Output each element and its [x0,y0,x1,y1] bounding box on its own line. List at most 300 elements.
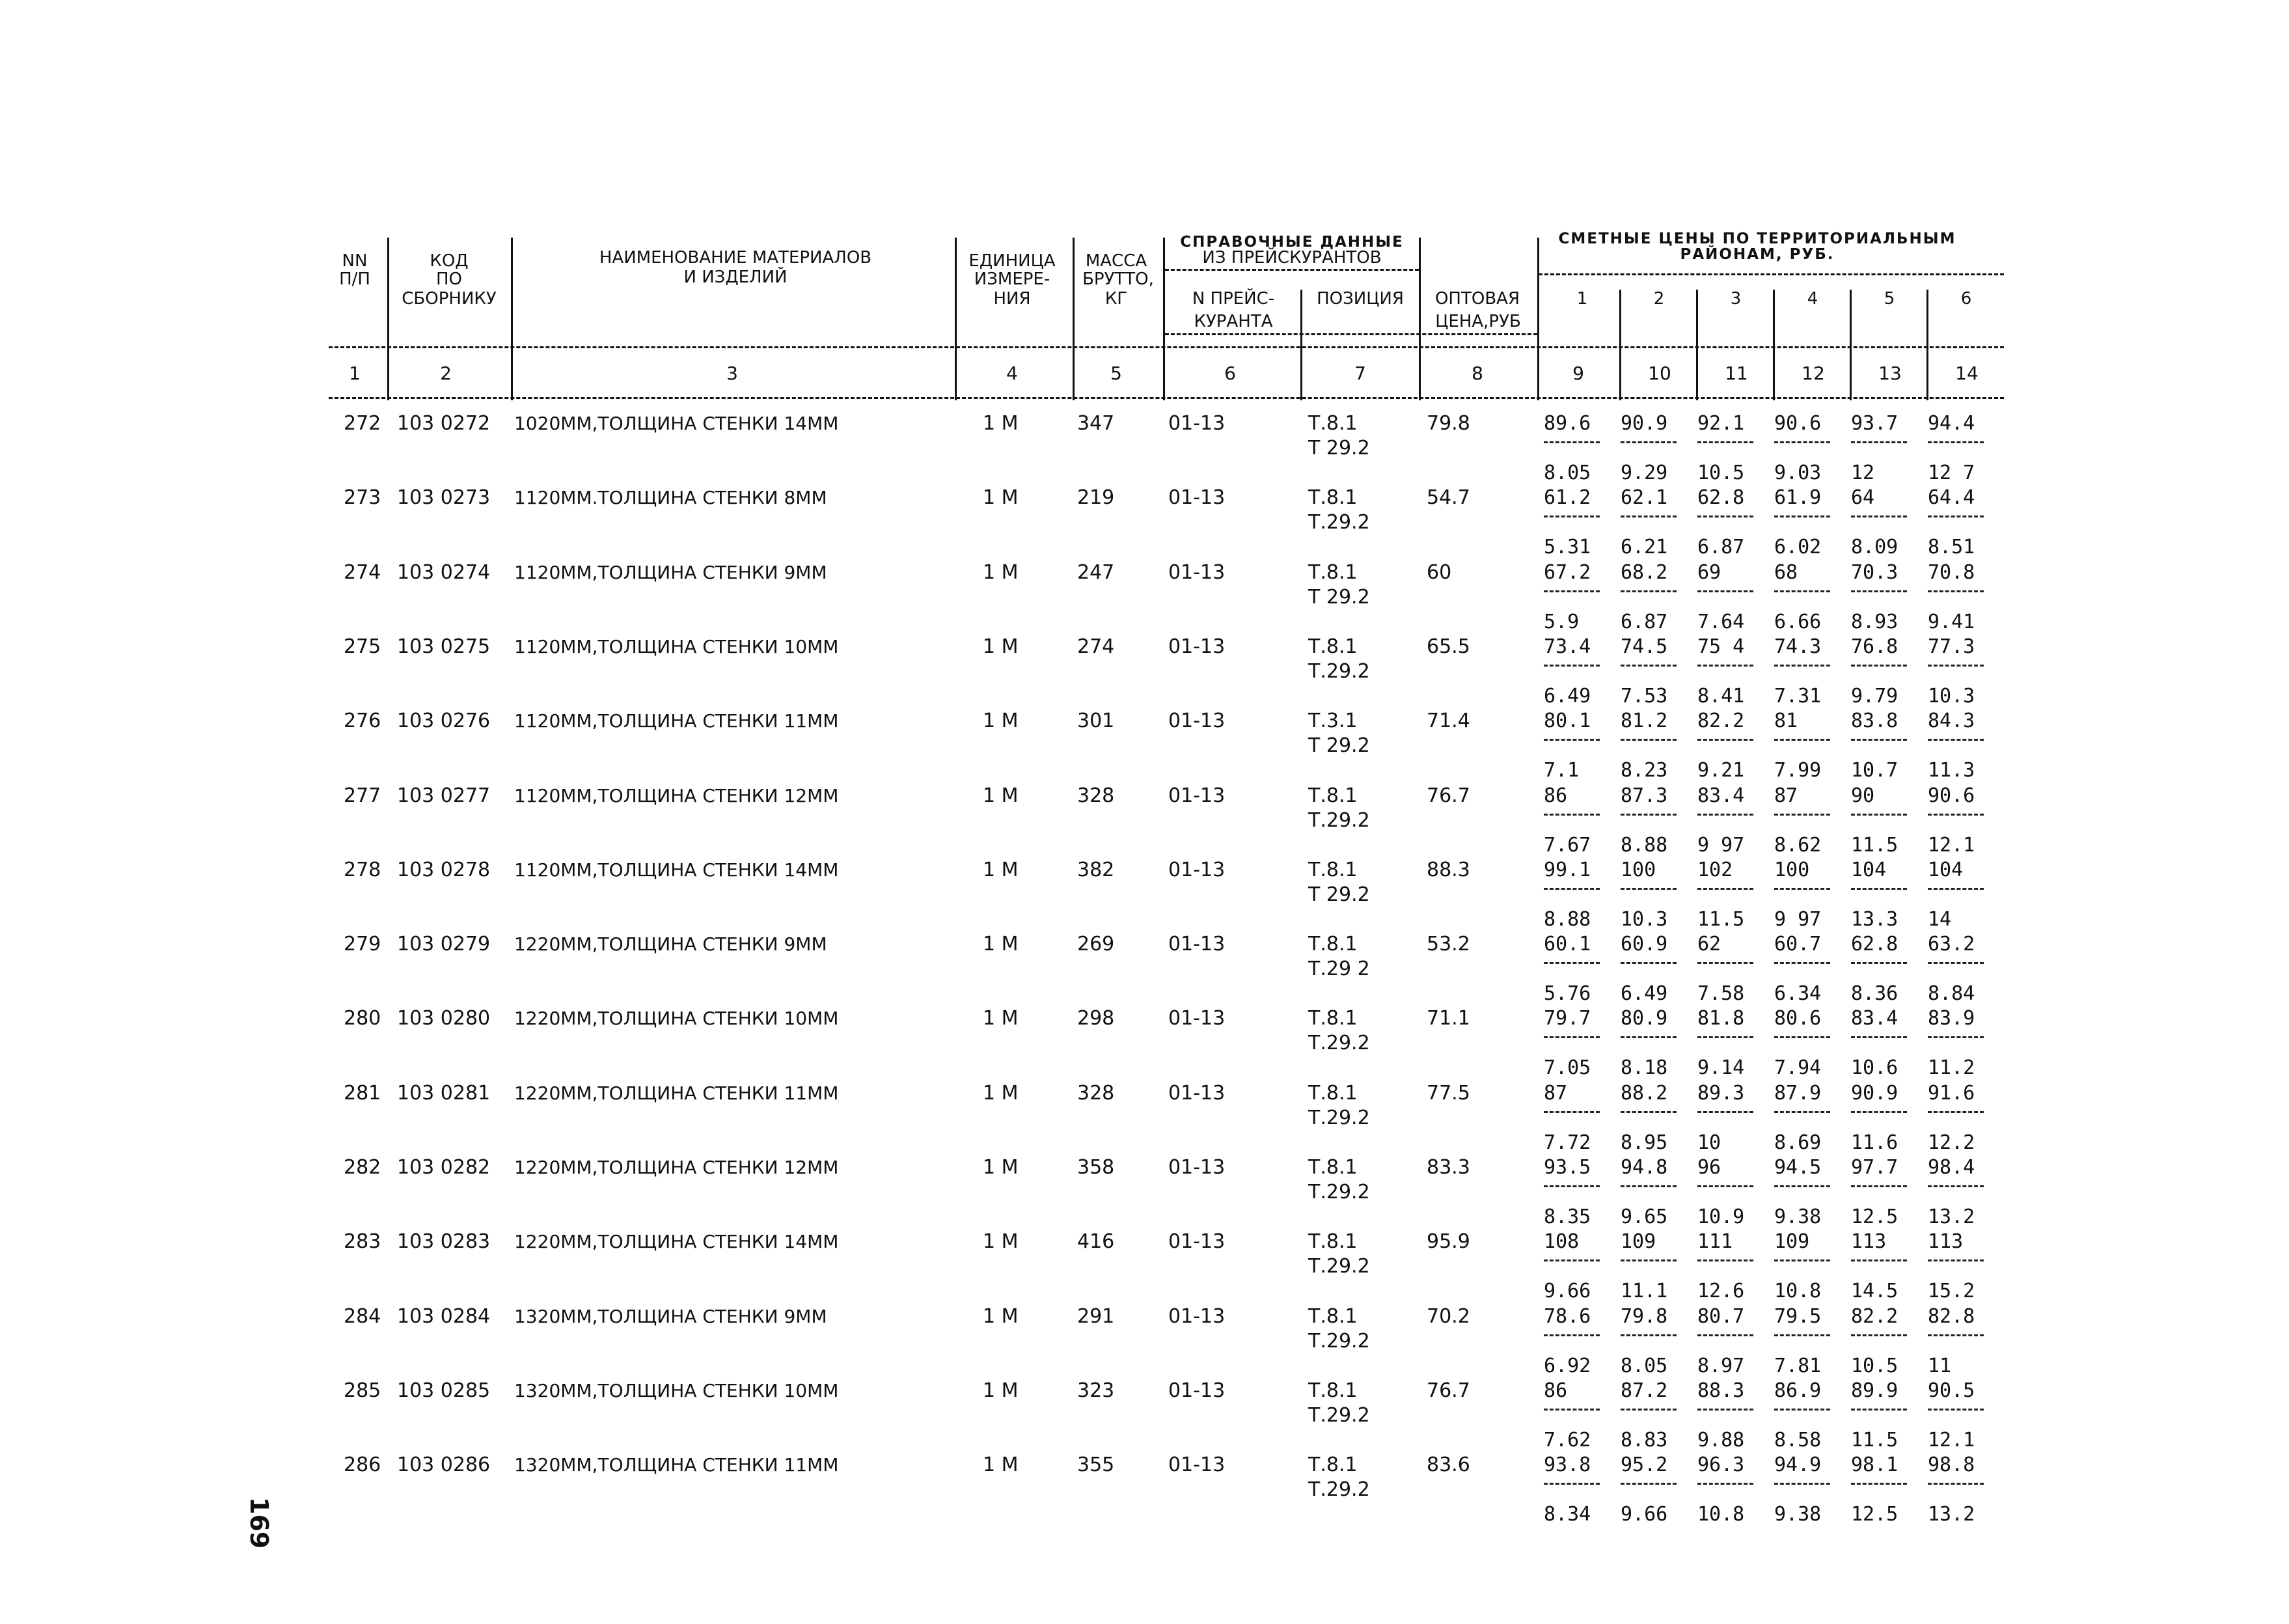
fraction-dash [1774,1483,1830,1485]
estimate-price-bottom: 7.64 [1697,610,1745,633]
fraction-dash [1928,590,1984,592]
estimate-price-top: 88.2 [1621,1081,1668,1105]
row-mass: 382 [1077,858,1115,881]
fraction-dash [1621,739,1677,741]
header-unit-l2: ИЗМЕРЕ- [974,269,1050,289]
estimate-price-bottom: 6.87 [1697,536,1745,559]
estimate-price-bottom: 9.66 [1544,1280,1591,1303]
row-position-1: Т.8.1 [1308,1156,1358,1179]
estimate-price-bottom: 12 [1851,461,1875,484]
estimate-price-top: 94.9 [1774,1453,1822,1477]
estimate-price-top: 99.1 [1544,858,1591,881]
header-price-list-l2: КУРАНТА [1194,312,1273,331]
fraction-dash [1544,1259,1600,1261]
estimate-price-bottom: 11.5 [1851,1428,1898,1452]
fraction-dash [1621,1185,1677,1187]
estimate-price-top: 77.3 [1928,635,1975,658]
fraction-dash [1544,516,1600,517]
col-number: 13 [1878,363,1902,384]
header-region-2: 2 [1653,289,1665,309]
fraction-dash [1774,1334,1830,1336]
estimate-price-bottom: 12.2 [1928,1131,1975,1154]
estimate-price-bottom: 7.58 [1697,982,1745,1006]
row-nn: 272 [344,412,381,435]
row-nn: 278 [344,858,381,881]
estimate-price-top: 62 [1697,933,1721,956]
row-position-1: Т.8.1 [1308,1304,1358,1328]
col-number: 14 [1955,363,1979,384]
col-number: 4 [1006,363,1018,384]
header-name-l2: И ИЗДЕЛИЙ [683,268,788,287]
col-number: 9 [1572,363,1584,384]
page-number: 169 [245,1497,273,1549]
fraction-dash [1544,590,1600,592]
row-name: 1120ММ,ТОЛЩИНА СТЕНКИ 10ММ [514,635,839,657]
fraction-dash [1851,962,1907,964]
estimate-price-bottom: 11.5 [1697,907,1745,931]
header-wholesale-l1: ОПТОВАЯ [1434,289,1520,309]
header-region-3: 3 [1730,289,1742,309]
estimate-price-top: 93.7 [1851,412,1898,435]
row-nn: 273 [344,486,381,510]
header-code-l3: СБОРНИКУ [402,289,497,309]
header-rule [329,346,2004,348]
col-number: 6 [1224,363,1236,384]
row-wholesale: 70.2 [1427,1304,1470,1328]
estimate-price-bottom: 6.49 [1544,684,1591,708]
row-position-2: Т 29.2 [1308,585,1370,609]
estimate-price-top: 62.8 [1697,486,1745,510]
estimate-price-bottom: 8.23 [1621,759,1668,782]
estimate-price-top: 76.8 [1851,635,1898,658]
estimate-price-top: 97.7 [1851,1156,1898,1179]
estimate-price-bottom: 6.49 [1621,982,1668,1006]
estimate-price-top: 80.7 [1697,1304,1745,1328]
header-price-list-l1: N ПРЕЙС- [1192,289,1275,309]
row-name: 1020ММ,ТОЛЩИНА СТЕНКИ 14ММ [514,413,839,434]
estimate-price-top: 94.5 [1774,1156,1822,1179]
fraction-dash [1697,1036,1753,1038]
row-code: 103 0275 [397,635,491,658]
fraction-dash [1851,739,1907,741]
estimate-price-top: 62.8 [1851,933,1898,956]
row-unit: 1 М [983,560,1019,584]
row-position-1: Т.8.1 [1308,1453,1358,1477]
col-number: 5 [1110,363,1122,384]
fraction-dash [1697,962,1753,964]
row-name: 1320ММ,ТОЛЩИНА СТЕНКИ 10ММ [514,1379,839,1401]
estimate-price-bottom: 8.69 [1774,1131,1822,1154]
estimate-price-top: 87.9 [1774,1081,1822,1105]
fraction-dash [1697,739,1753,741]
estimate-price-top: 60.9 [1621,933,1668,956]
row-code: 103 0282 [397,1156,491,1179]
estimate-price-top: 98.1 [1851,1453,1898,1477]
row-nn: 283 [344,1230,381,1254]
header-position: ПОЗИЦИЯ [1317,289,1404,309]
estimate-price-top: 83.8 [1851,709,1898,733]
row-name: 1120ММ,ТОЛЩИНА СТЕНКИ 11ММ [514,710,839,732]
estimate-price-top: 90.9 [1621,412,1668,435]
fraction-dash [1928,1185,1984,1187]
row-name: 1120ММ.ТОЛЩИНА СТЕНКИ 8ММ [514,487,827,509]
row-nn: 274 [344,560,381,584]
row-mass: 328 [1077,784,1115,807]
row-position-2: Т.29.2 [1308,1181,1370,1204]
header-rule [1165,269,1419,271]
estimate-price-bottom: 13.2 [1928,1205,1975,1228]
estimate-price-bottom: 8.09 [1851,536,1898,559]
row-mass: 301 [1077,709,1115,733]
estimate-price-bottom: 8.51 [1928,536,1975,559]
row-position-2: Т 29.2 [1308,883,1370,906]
fraction-dash [1774,1111,1830,1113]
fraction-dash [1851,441,1907,443]
row-wholesale: 71.4 [1427,709,1470,733]
header-rule [1539,273,2004,275]
estimate-price-bottom: 12 7 [1928,461,1975,484]
estimate-price-top: 81 [1774,709,1798,733]
header-region-1: 1 [1576,289,1588,309]
row-wholesale: 71.1 [1427,1007,1470,1030]
estimate-price-bottom: 9.79 [1851,684,1898,708]
estimate-price-top: 102 [1697,858,1733,881]
row-mass: 358 [1077,1156,1115,1179]
row-code: 103 0276 [397,709,491,733]
fraction-dash [1774,814,1830,816]
estimate-price-bottom: 7.72 [1544,1131,1591,1154]
estimate-price-bottom: 9.29 [1621,461,1668,484]
row-mass: 298 [1077,1007,1115,1030]
estimate-price-top: 82.2 [1851,1304,1898,1328]
estimate-price-top: 88.3 [1697,1379,1745,1402]
row-nn: 276 [344,709,381,733]
row-unit: 1 М [983,1304,1019,1328]
row-name: 1320ММ,ТОЛЩИНА СТЕНКИ 9ММ [514,1305,827,1327]
fraction-dash [1697,590,1753,592]
row-unit: 1 М [983,1007,1019,1030]
estimate-price-bottom: 12.6 [1697,1280,1745,1303]
estimate-price-bottom: 9.38 [1774,1503,1822,1526]
fraction-dash [1544,1111,1600,1113]
row-mass: 323 [1077,1379,1115,1402]
row-position-1: Т.8.1 [1308,486,1358,510]
estimate-price-top: 96 [1697,1156,1721,1179]
row-code: 103 0274 [397,560,491,584]
estimate-price-top: 108 [1544,1230,1580,1254]
fraction-dash [1851,1111,1907,1113]
estimate-price-bottom: 8.88 [1544,907,1591,931]
fraction-dash [1928,1334,1984,1336]
estimate-price-top: 93.5 [1544,1156,1591,1179]
fraction-dash [1621,1111,1677,1113]
header-pp: П/П [339,269,370,289]
fraction-dash [1697,1259,1753,1261]
estimate-price-top: 100 [1774,858,1810,881]
estimate-price-top: 69 [1697,560,1721,584]
fraction-dash [1851,516,1907,517]
row-position-2: Т 29.2 [1308,437,1370,460]
estimate-price-bottom: 5.31 [1544,536,1591,559]
estimate-price-top: 109 [1774,1230,1810,1254]
row-mass: 269 [1077,933,1115,956]
row-unit: 1 М [983,1453,1019,1477]
estimate-price-bottom: 12.1 [1928,1428,1975,1452]
row-price-list: 01-13 [1168,858,1226,881]
fraction-dash [1928,1409,1984,1411]
fraction-dash [1928,1111,1984,1113]
row-mass: 219 [1077,486,1115,510]
row-position-1: Т.8.1 [1308,1007,1358,1030]
estimate-price-top: 87 [1544,1081,1568,1105]
row-position-1: Т.8.1 [1308,412,1358,435]
estimate-price-bottom: 8.05 [1544,461,1591,484]
row-position-2: Т 29.2 [1308,734,1370,758]
row-price-list: 01-13 [1168,1081,1226,1105]
row-code: 103 0285 [397,1379,491,1402]
estimate-price-bottom: 11 [1928,1354,1952,1377]
row-wholesale: 60 [1427,560,1452,584]
row-position-2: Т.29.2 [1308,808,1370,832]
estimate-price-top: 81.2 [1621,709,1668,733]
estimate-price-bottom: 10.7 [1851,759,1898,782]
row-wholesale: 54.7 [1427,486,1470,510]
row-position-1: Т.8.1 [1308,933,1358,956]
row-unit: 1 М [983,635,1019,658]
estimate-price-bottom: 7.94 [1774,1056,1822,1080]
estimate-price-top: 94.8 [1621,1156,1668,1179]
estimate-price-top: 104 [1851,858,1887,881]
row-price-list: 01-13 [1168,1156,1226,1179]
row-unit: 1 М [983,933,1019,956]
estimate-price-bottom: 10.6 [1851,1056,1898,1080]
fraction-dash [1928,888,1984,890]
estimate-price-top: 70.8 [1928,560,1975,584]
fraction-dash [1697,1483,1753,1485]
col-number: 3 [726,363,738,384]
estimate-price-bottom: 9.21 [1697,759,1745,782]
estimate-price-top: 61.9 [1774,486,1822,510]
row-position-2: Т.29.2 [1308,1106,1370,1129]
fraction-dash [1851,665,1907,667]
row-price-list: 01-13 [1168,784,1226,807]
row-price-list: 01-13 [1168,1379,1226,1402]
fraction-dash [1774,441,1830,443]
fraction-dash [1544,1334,1600,1336]
estimate-price-top: 61.2 [1544,486,1591,510]
estimate-price-bottom: 7.81 [1774,1354,1822,1377]
row-nn: 286 [344,1453,381,1477]
estimate-price-bottom: 8.88 [1621,833,1668,857]
estimate-price-bottom: 8.34 [1544,1503,1591,1526]
fraction-dash [1851,1185,1907,1187]
estimate-price-bottom: 6.34 [1774,982,1822,1006]
fraction-dash [1774,590,1830,592]
header-mass-l3: КГ [1104,289,1128,309]
row-code: 103 0272 [397,412,491,435]
estimate-price-bottom: 7.1 [1544,759,1580,782]
row-wholesale: 76.7 [1427,1379,1470,1402]
estimate-price-top: 78.6 [1544,1304,1591,1328]
estimate-price-top: 83.4 [1697,784,1745,807]
estimate-price-top: 83.9 [1928,1007,1975,1030]
header-region-6: 6 [1960,289,1972,309]
estimate-price-top: 104 [1928,858,1964,881]
estimate-price-top: 84.3 [1928,709,1975,733]
row-name: 1320ММ,ТОЛЩИНА СТЕНКИ 11ММ [514,1454,839,1476]
estimate-price-bottom: 13.2 [1928,1503,1975,1526]
estimate-price-top: 80.6 [1774,1007,1822,1030]
header-name-l1: НАИМЕНОВАНИЕ МАТЕРИАЛОВ [599,248,872,268]
estimate-price-top: 74.5 [1621,635,1668,658]
estimate-price-top: 73.4 [1544,635,1591,658]
row-mass: 274 [1077,635,1115,658]
row-name: 1220ММ,ТОЛЩИНА СТЕНКИ 9ММ [514,933,827,956]
row-mass: 328 [1077,1081,1115,1105]
estimate-price-bottom: 12.5 [1851,1503,1898,1526]
estimate-price-top: 68 [1774,560,1798,584]
estimate-price-bottom: 7.53 [1621,684,1668,708]
fraction-dash [1928,962,1984,964]
row-position-1: Т.8.1 [1308,1379,1358,1402]
estimate-price-top: 63.2 [1928,933,1975,956]
estimate-price-bottom: 9 97 [1697,833,1745,857]
estimate-price-top: 64 [1851,486,1875,510]
estimate-price-top: 93.8 [1544,1453,1591,1477]
fraction-dash [1928,516,1984,517]
estimate-price-top: 109 [1621,1230,1656,1254]
row-code: 103 0284 [397,1304,491,1328]
fraction-dash [1851,1036,1907,1038]
estimate-price-bottom: 15.2 [1928,1280,1975,1303]
fraction-dash [1544,441,1600,443]
row-name: 1220ММ,ТОЛЩИНА СТЕНКИ 14ММ [514,1231,839,1253]
fraction-dash [1544,1483,1600,1485]
col-number: 12 [1802,363,1825,384]
estimate-price-top: 74.3 [1774,635,1822,658]
estimate-price-top: 80.1 [1544,709,1591,733]
estimate-price-bottom: 8.83 [1621,1428,1668,1452]
row-nn: 277 [344,784,381,807]
row-nn: 284 [344,1304,381,1328]
estimate-price-top: 90.5 [1928,1379,1975,1402]
estimate-price-top: 89.3 [1697,1081,1745,1105]
col-number: 2 [440,363,452,384]
row-position-1: Т.8.1 [1308,1230,1358,1254]
estimate-price-top: 60.7 [1774,933,1822,956]
estimate-price-top: 98.4 [1928,1156,1975,1179]
estimate-price-bottom: 8.05 [1621,1354,1668,1377]
estimate-price-top: 86.9 [1774,1379,1822,1402]
estimate-price-bottom: 8.62 [1774,833,1822,857]
row-name: 1120ММ,ТОЛЩИНА СТЕНКИ 12ММ [514,784,839,806]
header-region-5: 5 [1884,289,1895,309]
row-position-2: Т.29.2 [1308,659,1370,683]
fraction-dash [1697,1334,1753,1336]
row-price-list: 01-13 [1168,933,1226,956]
estimate-price-top: 113 [1851,1230,1887,1254]
fraction-dash [1697,814,1753,816]
fraction-dash [1544,888,1600,890]
header-estimate-l1: СМЕТНЫЕ ЦЕНЫ ПО ТЕРРИТОРИАЛЬНЫМ [1558,230,1956,247]
fraction-dash [1621,888,1677,890]
row-mass: 247 [1077,560,1115,584]
header-wholesale-l2: ЦЕНА,РУБ [1435,312,1521,331]
row-price-list: 01-13 [1168,560,1226,584]
estimate-price-top: 90 [1851,784,1875,807]
estimate-price-bottom: 9.38 [1774,1205,1822,1228]
estimate-price-bottom: 10.8 [1697,1503,1745,1526]
row-code: 103 0286 [397,1453,491,1477]
estimate-price-bottom: 7.05 [1544,1056,1591,1080]
header-sep [511,238,513,400]
row-position-2: Т.29.2 [1308,1255,1370,1278]
estimate-price-top: 113 [1928,1230,1964,1254]
fraction-dash [1621,516,1677,517]
estimate-price-top: 64.4 [1928,486,1975,510]
estimate-price-top: 96.3 [1697,1453,1745,1477]
fraction-dash [1851,888,1907,890]
fraction-dash [1621,441,1677,443]
row-nn: 275 [344,635,381,658]
row-code: 103 0280 [397,1007,491,1030]
fraction-dash [1697,665,1753,667]
row-code: 103 0278 [397,858,491,881]
fraction-dash [1544,1185,1600,1187]
estimate-price-bottom: 9.65 [1621,1205,1668,1228]
estimate-price-bottom: 10.3 [1621,907,1668,931]
row-nn: 280 [344,1007,381,1030]
fraction-dash [1774,1036,1830,1038]
row-price-list: 01-13 [1168,486,1226,510]
estimate-price-bottom: 10 [1697,1131,1721,1154]
row-wholesale: 76.7 [1427,784,1470,807]
col-number: 7 [1354,363,1366,384]
estimate-price-bottom: 13.3 [1851,907,1898,931]
estimate-price-bottom: 10.9 [1697,1205,1745,1228]
row-wholesale: 53.2 [1427,933,1470,956]
estimate-price-bottom: 7.62 [1544,1428,1591,1452]
estimate-price-top: 86 [1544,784,1568,807]
estimate-price-bottom: 8.84 [1928,982,1975,1006]
row-name: 1220ММ,ТОЛЩИНА СТЕНКИ 11ММ [514,1082,839,1104]
fraction-dash [1851,1483,1907,1485]
row-unit: 1 М [983,412,1019,435]
header-code-l1: КОД [430,251,469,271]
header-rule [329,397,2004,399]
row-unit: 1 М [983,1379,1019,1402]
fraction-dash [1621,590,1677,592]
fraction-dash [1928,441,1984,443]
estimate-price-top: 86 [1544,1379,1568,1402]
estimate-price-bottom: 6.87 [1621,610,1668,633]
estimate-price-top: 75 4 [1697,635,1745,658]
estimate-price-top: 90.6 [1928,784,1975,807]
fraction-dash [1621,1036,1677,1038]
row-price-list: 01-13 [1168,709,1226,733]
header-estimate-l2: РАЙОНАМ, РУБ. [1680,246,1835,263]
estimate-price-top: 80.9 [1621,1007,1668,1030]
row-position-1: Т.8.1 [1308,560,1358,584]
estimate-price-bottom: 8.93 [1851,610,1898,633]
fraction-dash [1928,665,1984,667]
row-position-1: Т.8.1 [1308,1081,1358,1105]
estimate-price-bottom: 6.21 [1621,536,1668,559]
fraction-dash [1697,1409,1753,1411]
row-price-list: 01-13 [1168,635,1226,658]
fraction-dash [1928,739,1984,741]
estimate-price-top: 68.2 [1621,560,1668,584]
